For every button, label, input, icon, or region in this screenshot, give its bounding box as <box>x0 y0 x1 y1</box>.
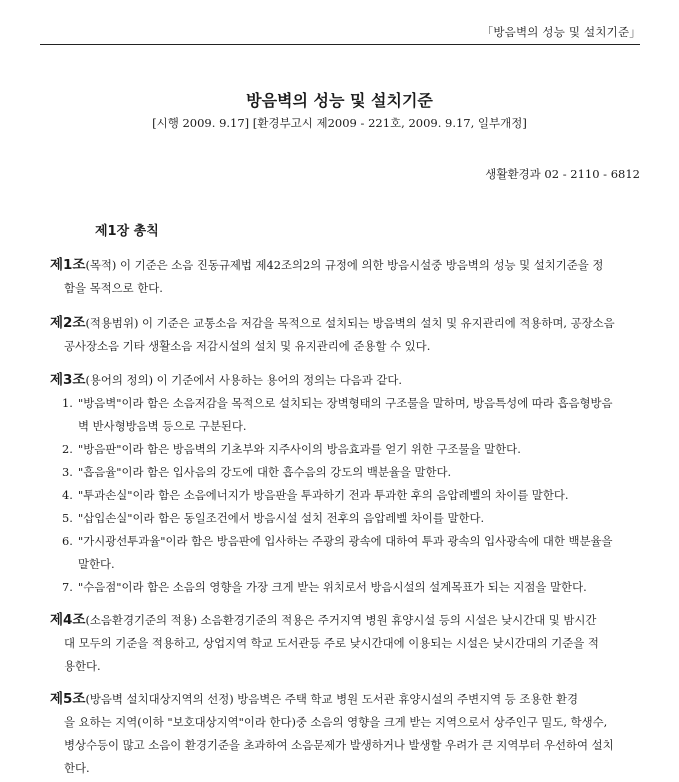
article-4 <box>50 609 640 678</box>
item-number: 6. <box>62 534 73 548</box>
item-number: 3. <box>62 465 73 479</box>
article-text-line: 병상수등이 많고 소음이 환경기준을 초과하여 소음문제가 발생하거나 발생할 우려가 큰 지역부터 우선하여 설치 <box>64 738 614 752</box>
article-text-line: 한다. <box>64 761 90 775</box>
document-title: 방음벽의 성능 및 설치기준 <box>246 91 433 110</box>
article-1 <box>50 254 640 300</box>
article-number: 제2조 <box>50 315 86 331</box>
item-text-line: 말한다. <box>78 557 115 571</box>
item-text-line: "흡음율"이라 함은 입사음의 강도에 대한 흡수음의 강도의 백분율을 말한다. <box>78 465 452 479</box>
article-number: 제1조 <box>50 257 86 273</box>
article-3 <box>50 369 640 599</box>
list-item <box>50 576 640 599</box>
running-header: 「방음벽의 성능 및 설치기준」 <box>481 25 641 39</box>
item-number: 7. <box>62 580 73 594</box>
article-text-line: 함을 목적으로 한다. <box>64 281 163 295</box>
article-text-line: 공사장소음 기타 생활소음 저감시설의 설치 및 유지관리에 준용할 수 있다. <box>64 339 431 353</box>
item-number: 4. <box>62 488 73 502</box>
item-number: 5. <box>62 511 73 525</box>
chapter-heading: 제1장 총칙 <box>95 224 159 239</box>
article-number: 제5조 <box>50 691 86 707</box>
list-item <box>50 438 640 461</box>
article-caption: (방음벽 설치대상지역의 선정) <box>85 692 234 706</box>
article-5 <box>50 688 640 780</box>
article-caption: (소음환경기준의 적용) <box>85 613 198 627</box>
article-text-line: 대 모두의 기준을 적용하고, 상업지역 학교 도서관등 주로 낮시간대에 이용되는 시설은 낮시간대의 기준을 적 <box>64 636 599 650</box>
article-caption: (목적) <box>85 258 117 272</box>
header-rule <box>40 44 640 45</box>
item-text-line: "가시광선투과율"이라 함은 방음판에 입사하는 주광의 광속에 대하여 투과 광속의 입사광속에 대한 백분율을 <box>78 534 613 548</box>
item-text-line: "투과손실"이라 함은 소음에너지가 방음판을 투과하기 전과 투과한 후의 음압레벨의 차이를 말한다. <box>78 488 569 502</box>
enactment-info: [시행 2009. 9.17] [환경부고시 제2009 - 221호, 2009. 9.17, 일부개정] <box>152 116 527 130</box>
item-text-line: "삽입손실"이라 함은 동일조건에서 방음시설 설치 전후의 음압레벨 차이를 말한다. <box>78 511 485 525</box>
list-item <box>50 507 640 530</box>
article-text-line: 을 요하는 지역(이하 "보호대상지역"이라 한다)중 소음의 영향을 크게 받는 지역으로서 상주인구 밀도, 학생수, <box>64 715 608 729</box>
article-text-line: 용한다. <box>64 659 101 673</box>
article-2 <box>50 312 640 358</box>
article-text-line: 이 기준에서 사용하는 용어의 정의는 다음과 같다. <box>153 373 403 387</box>
article-text-line: 이 기준은 교통소음 저감을 목적으로 설치되는 방음벽의 설치 및 유지관리에 적용하며, 공장소음 <box>138 316 615 330</box>
item-text-line: "방음판"이라 함은 방음벽의 기초부와 지주사이의 방음효과를 얻기 위한 구조물을 말한다. <box>78 442 521 456</box>
department-contact: 생활환경과 02 - 2110 - 6812 <box>485 167 640 181</box>
article-caption: (용어의 정의) <box>85 373 154 387</box>
definition-list <box>50 392 640 599</box>
article-text-line: 방음벽은 주택 학교 병원 도서관 휴양시설의 주변지역 등 조용한 환경 <box>233 692 578 706</box>
article-number: 제4조 <box>50 612 86 628</box>
item-text-line: 벽 반사형방음벽 등으로 구분된다. <box>78 419 247 433</box>
article-number: 제3조 <box>50 372 86 388</box>
list-item <box>50 530 640 576</box>
article-text-line: 소음환경기준의 적용은 주거지역 병원 휴양시설 등의 시설은 낮시간대 및 밤시간 <box>197 613 597 627</box>
list-item <box>50 461 640 484</box>
item-number: 2. <box>62 442 73 456</box>
item-number: 1. <box>62 396 73 410</box>
article-caption: (적용범위) <box>85 316 139 330</box>
item-text-line: "방음벽"이라 함은 소음저감을 목적으로 설치되는 장벽형태의 구조물을 말하며, 방음특성에 따라 흡음형방음 <box>78 396 613 410</box>
list-item <box>50 392 640 438</box>
item-text-line: "수음점"이라 함은 소음의 영향을 가장 크게 받는 위치로서 방음시설의 설계목표가 되는 지점을 말한다. <box>78 580 587 594</box>
article-text-line: 이 기준은 소음 진동규제법 제42조의2의 규정에 의한 방음시설중 방음벽의 성능 및 설치기준을 정 <box>116 258 604 272</box>
list-item <box>50 484 640 507</box>
